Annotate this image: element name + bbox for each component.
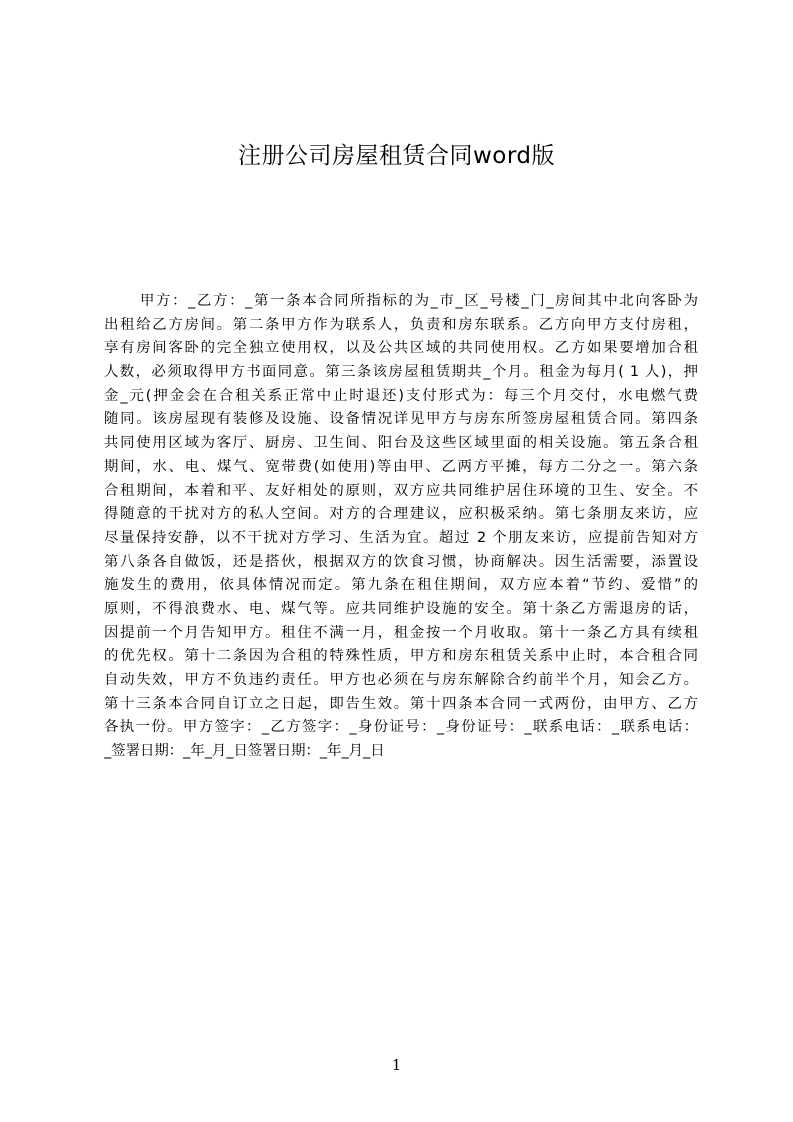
body-line: 原则，不得浪费水、电、煤气等。应共同维护设施的安全。第十条乙方需退房的话， bbox=[104, 600, 698, 617]
body-line: 人数，必须取得甲方书面同意。第三条该房屋租赁期共_个月。租金为每月( 1 人)，押 bbox=[104, 364, 698, 381]
body-line: 甲方：_乙方：_第一条本合同所指标的为_市_区_号楼_门_房间其中北向客卧为 bbox=[140, 293, 698, 309]
body-line: 随同。该房屋现有装修及设施、设备情况详见甲方与房东所签房屋租赁合同。第四条 bbox=[104, 411, 698, 428]
body-line: 各执一份。甲方签字：_乙方签字：_身份证号：_身份证号：_联系电话：_联系电话： bbox=[104, 719, 698, 736]
body-line: 金_元(押金会在合租关系正常中止时退还)支付形式为：每三个月交付，水电燃气费 bbox=[104, 387, 698, 404]
body-line: 合租期间，本着和平、友好相处的原则，双方应共同维护居住环境的卫生、安全。不 bbox=[104, 482, 698, 499]
body-line: 出租给乙方房间。第二条甲方作为联系人，负责和房东联系。乙方向甲方支付房租， bbox=[104, 316, 698, 333]
body-line: 得随意的干扰对方的私人空间。对方的合理建议，应积极采纳。第七条朋友来访，应 bbox=[104, 506, 698, 523]
body-line: 第十三条本合同自订立之日起，即告生效。第十四条本合同一式两份，由甲方、乙方 bbox=[104, 695, 698, 712]
body-line: 因提前一个月告知甲方。租住不满一月，租金按一个月收取。第十一条乙方具有续租 bbox=[104, 624, 698, 641]
page-number: 1 bbox=[391, 1056, 402, 1074]
document-title: 注册公司房屋租赁合同word版 bbox=[237, 143, 556, 169]
contract-body bbox=[104, 290, 698, 764]
body-line: 尽量保持安静，以不干扰对方学习、生活为宜。超过 2 个朋友来访，应提前告知对方 bbox=[104, 529, 698, 546]
body-line: _签署日期：_年_月_日签署日期：_年_月_日 bbox=[104, 743, 385, 760]
body-line: 的优先权。第十二条因为合租的特殊性质，甲方和房东租赁关系中止时，本合租合同 bbox=[104, 648, 698, 665]
body-line: 第八条各自做饭，还是搭伙，根据双方的饮食习惯，协商解决。因生活需要，添置设 bbox=[104, 553, 698, 570]
body-line: 享有房间客卧的完全独立使用权，以及公共区域的共同使用权。乙方如果要增加合租 bbox=[104, 340, 698, 357]
body-line: 共同使用区域为客厅、厨房、卫生间、阳台及这些区域里面的相关设施。第五条合租 bbox=[104, 435, 698, 452]
body-line: 施发生的费用，依具体情况而定。第九条在租住期间，双方应本着“节约、爱惜”的 bbox=[104, 577, 698, 594]
body-line: 期间，水、电、煤气、宽带费(如使用)等由甲、乙两方平摊，每方二分之一。第六条 bbox=[104, 458, 698, 475]
body-line: 自动失效，甲方不负违约责任。甲方也必须在与房东解除合约前半个月，知会乙方。 bbox=[104, 672, 698, 688]
